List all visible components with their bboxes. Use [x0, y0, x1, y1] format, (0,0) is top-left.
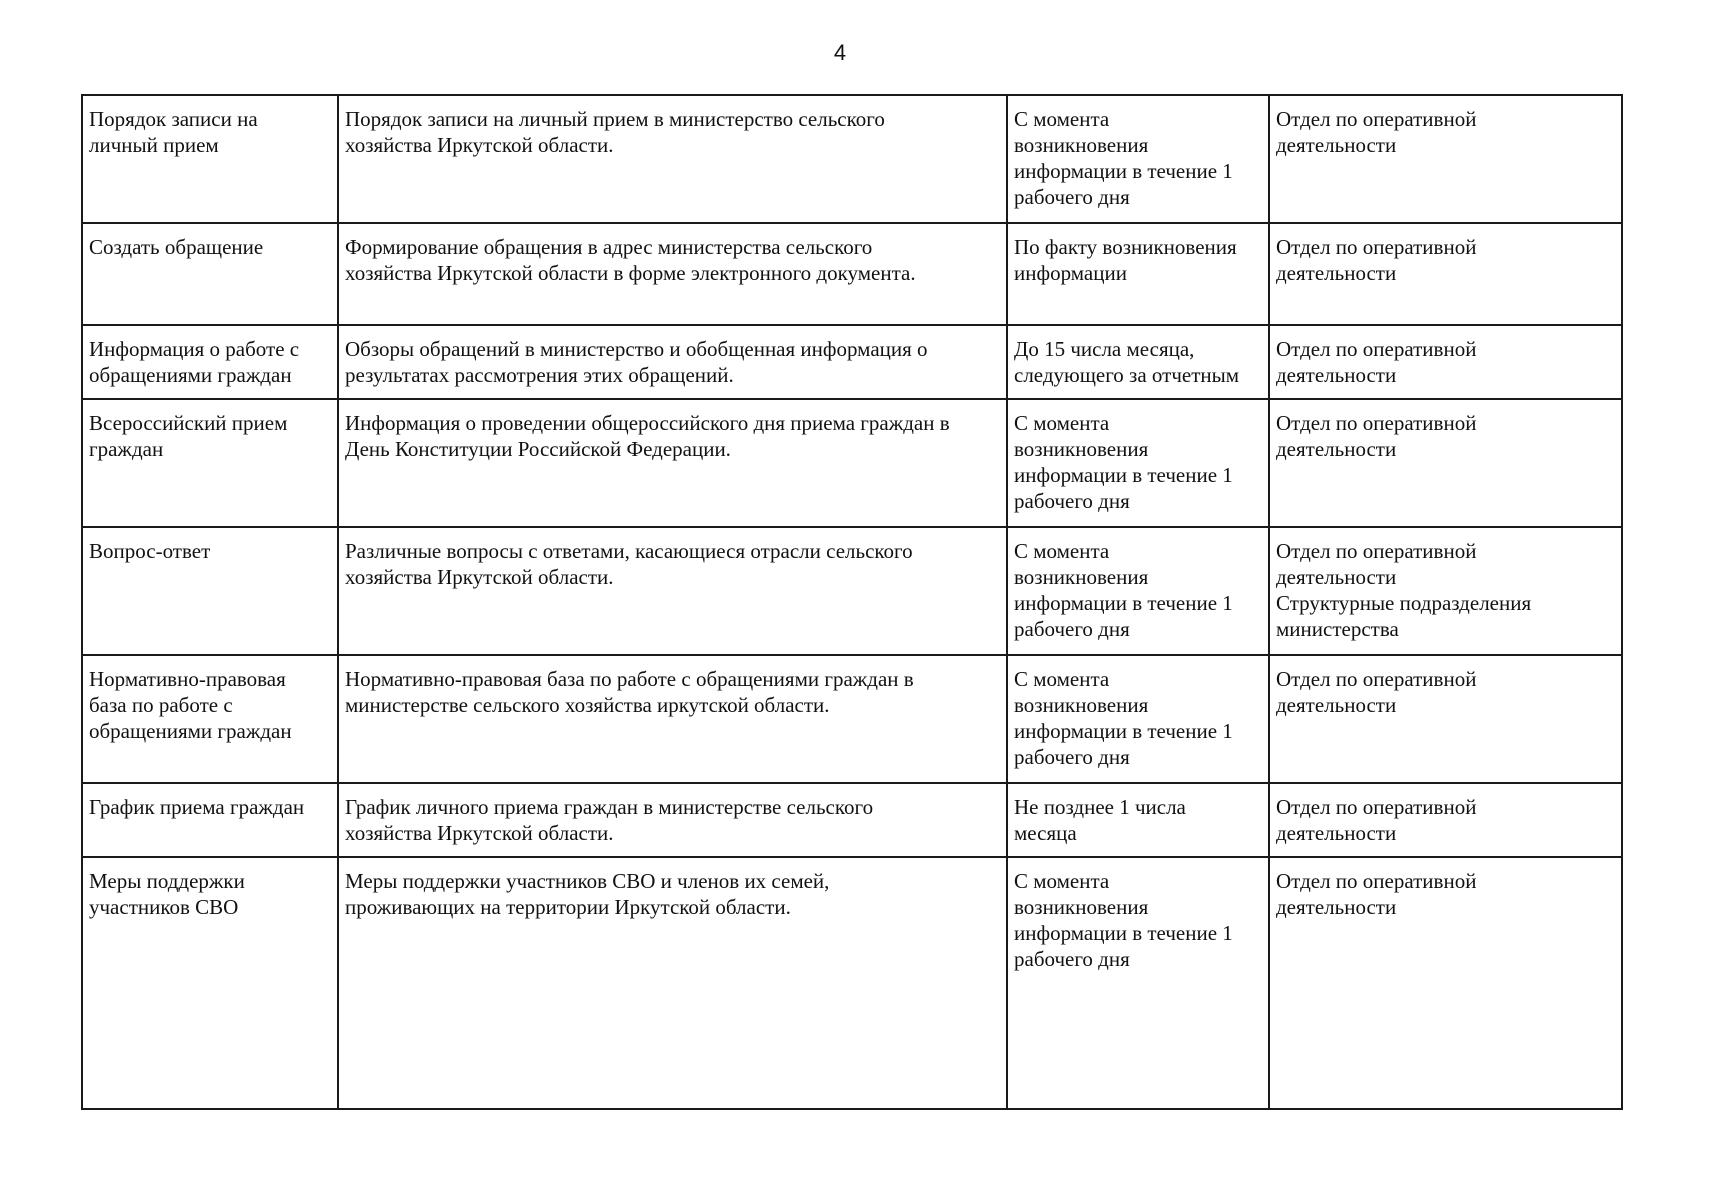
period-cell: По факту возникновения информации: [1007, 223, 1269, 325]
content-cell: Обзоры обращений в министерство и обобщенная информация о результатах рассмотрения этих обращений.: [338, 325, 1007, 399]
period-cell: До 15 числа месяца, следующего за отчетным: [1007, 325, 1269, 399]
content-cell: Порядок записи на личный прием в министерство сельского хозяйства Иркутской области.: [338, 95, 1007, 223]
table-row: [82, 95, 1622, 223]
content-cell: Формирование обращения в адрес министерства сельского хозяйства Иркутской области в форме электронного документа.: [338, 223, 1007, 325]
responsible-cell: Отдел по оперативной деятельности: [1269, 857, 1622, 1109]
period-cell: С момента возникновения информации в течение 1 рабочего дня: [1007, 655, 1269, 783]
content-cell: Нормативно-правовая база по работе с обращениями граждан в министерстве сельского хозяйства иркутской области.: [338, 655, 1007, 783]
content-cell: График личного приема граждан в министерстве сельского хозяйства Иркутской области.: [338, 783, 1007, 857]
section-cell: Нормативно-правовая база по работе с обращениями граждан: [82, 655, 338, 783]
responsible-cell: Отдел по оперативной деятельности: [1269, 95, 1622, 223]
period-cell: Не позднее 1 числа месяца: [1007, 783, 1269, 857]
period-cell: С момента возникновения информации в течение 1 рабочего дня: [1007, 527, 1269, 655]
table-row: [82, 655, 1622, 783]
responsible-cell: Отдел по оперативной деятельности: [1269, 325, 1622, 399]
responsible-cell: Отдел по оперативной деятельности: [1269, 223, 1622, 325]
responsible-cell: Отдел по оперативной деятельности: [1269, 783, 1622, 857]
table-row: [82, 527, 1622, 655]
content-cell: Различные вопросы с ответами, касающиеся отрасли сельского хозяйства Иркутской области.: [338, 527, 1007, 655]
period-cell: С момента возникновения информации в течение 1 рабочего дня: [1007, 95, 1269, 223]
responsible-cell: Отдел по оперативной деятельности: [1269, 655, 1622, 783]
content-cell: Меры поддержки участников СВО и членов их семей, проживающих на территории Иркутской области.: [338, 857, 1007, 1109]
page-number: 4: [833, 40, 847, 65]
period-cell: С момента возникновения информации в течение 1 рабочего дня: [1007, 399, 1269, 527]
section-cell: Меры поддержки участников СВО: [82, 857, 338, 1109]
table-row: [82, 857, 1622, 1109]
section-cell: Создать обращение: [82, 223, 338, 325]
responsible-cell: Отдел по оперативной деятельности Структурные подразделения министерства: [1269, 527, 1622, 655]
responsible-cell: Отдел по оперативной деятельности: [1269, 399, 1622, 527]
section-cell: График приема граждан: [82, 783, 338, 857]
table-row: [82, 223, 1622, 325]
section-cell: Всероссийский прием граждан: [82, 399, 338, 527]
section-cell: Вопрос-ответ: [82, 527, 338, 655]
table-row: [82, 325, 1622, 399]
information-table: [81, 94, 1623, 1110]
period-cell: С момента возникновения информации в течение 1 рабочего дня: [1007, 857, 1269, 1109]
section-cell: Информация о работе с обращениями граждан: [82, 325, 338, 399]
table-row: [82, 783, 1622, 857]
section-cell: Порядок записи на личный прием: [82, 95, 338, 223]
content-cell: Информация о проведении общероссийского дня приема граждан в День Конституции Российской Федерации.: [338, 399, 1007, 527]
table-row: [82, 399, 1622, 527]
